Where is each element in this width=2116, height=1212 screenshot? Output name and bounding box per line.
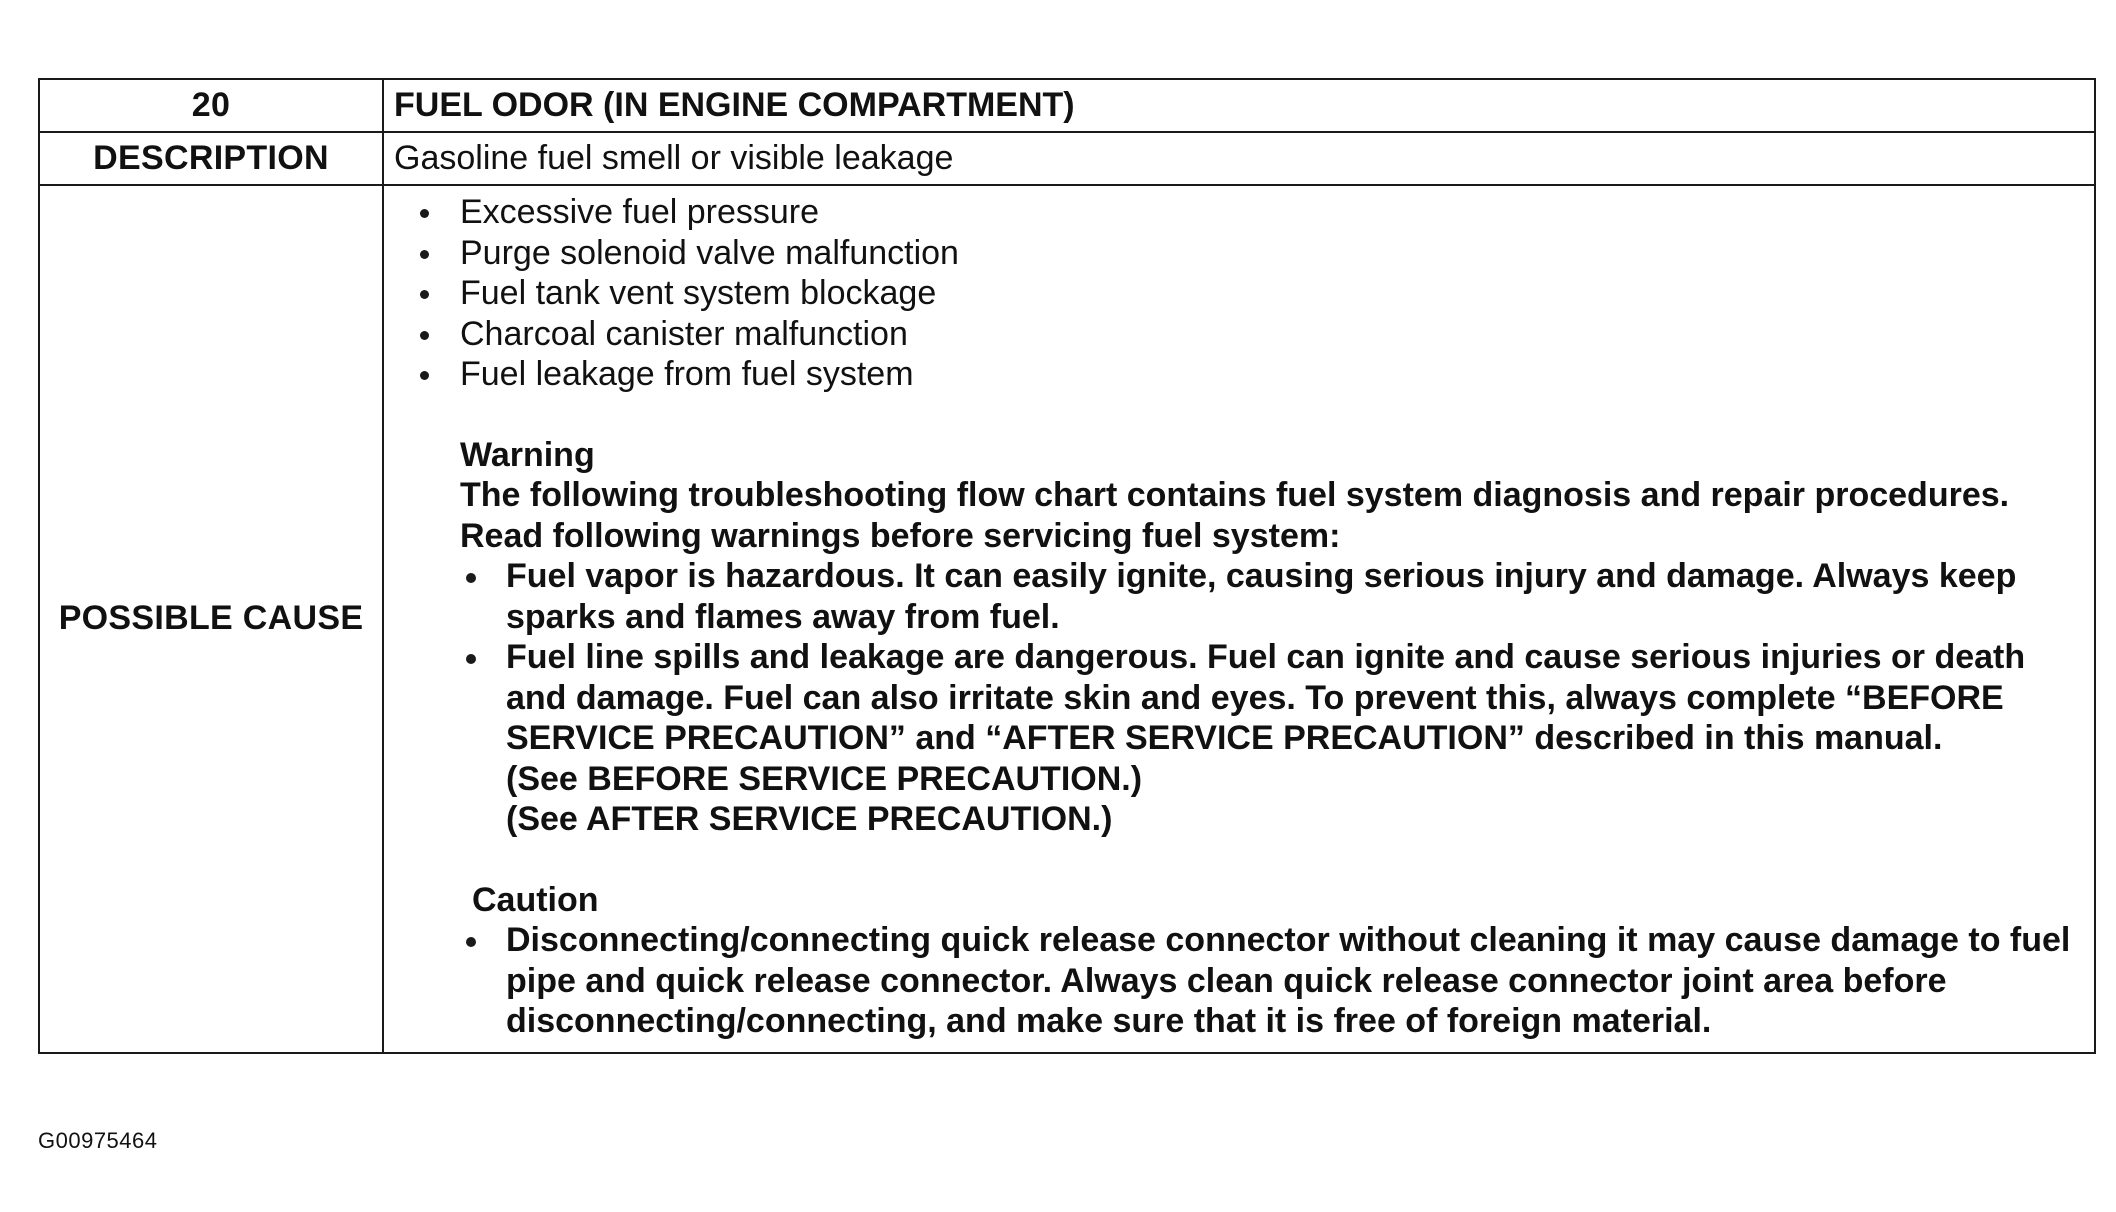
description-label: DESCRIPTION (39, 132, 383, 185)
step-number: 20 (39, 79, 383, 132)
cause-item: Fuel tank vent system blockage (416, 273, 2084, 314)
warning-list (460, 556, 2084, 840)
description-value: Gasoline fuel smell or visible leakage (383, 132, 2095, 185)
description-row (39, 132, 2095, 185)
warning-block (460, 435, 2084, 840)
possible-cause-row (39, 185, 2095, 1053)
troubleshooting-table (38, 78, 2096, 1054)
warning-item (460, 637, 2084, 840)
before-service-reference: (See BEFORE SERVICE PRECAUTION.) (506, 759, 1143, 798)
possible-cause-label: POSSIBLE CAUSE (39, 185, 383, 1053)
after-service-reference: (See AFTER SERVICE PRECAUTION.) (506, 800, 1113, 838)
cause-item: Purge solenoid valve malfunction (416, 233, 2084, 274)
caution-block (472, 880, 2084, 1042)
cause-item: Fuel leakage from fuel system (416, 354, 2084, 395)
cause-list (394, 192, 2084, 395)
figure-code: G00975464 (38, 1128, 158, 1153)
cause-item: Excessive fuel pressure (416, 192, 2084, 233)
caution-title: Caution (472, 880, 599, 919)
warning-intro: The following troubleshooting flow chart contains fuel system diagnosis and repair procedures. Read following warnings before servicing fuel system: (460, 476, 2010, 555)
header-row (39, 79, 2095, 132)
step-title: FUEL ODOR (IN ENGINE COMPARTMENT) (383, 79, 2095, 132)
caution-item: Disconnecting/connecting quick release connector without cleaning it may cause damage to fuel pipe and quick release connector. Always clean quick release connector joint area before disconnecting/connecting, and make sure that it is free of foreign material. (472, 920, 2084, 1042)
possible-cause-body (383, 185, 2095, 1053)
warning-item: Fuel vapor is hazardous. It can easily ignite, causing serious injury and damage. Always keep sparks and flames away from fuel. (460, 556, 2084, 637)
caution-list (472, 920, 2084, 1042)
warning-item-text: Fuel line spills and leakage are dangerous. Fuel can ignite and cause serious injuries or death and damage. Fuel can also irritate skin and eyes. To prevent this, always complete “BEFORE SERVICE PRECAUTION” and “AFTER SERVICE PRECAUTION” described in this manual. (506, 638, 2026, 757)
warning-title: Warning (460, 435, 595, 474)
cause-item: Charcoal canister malfunction (416, 314, 2084, 355)
